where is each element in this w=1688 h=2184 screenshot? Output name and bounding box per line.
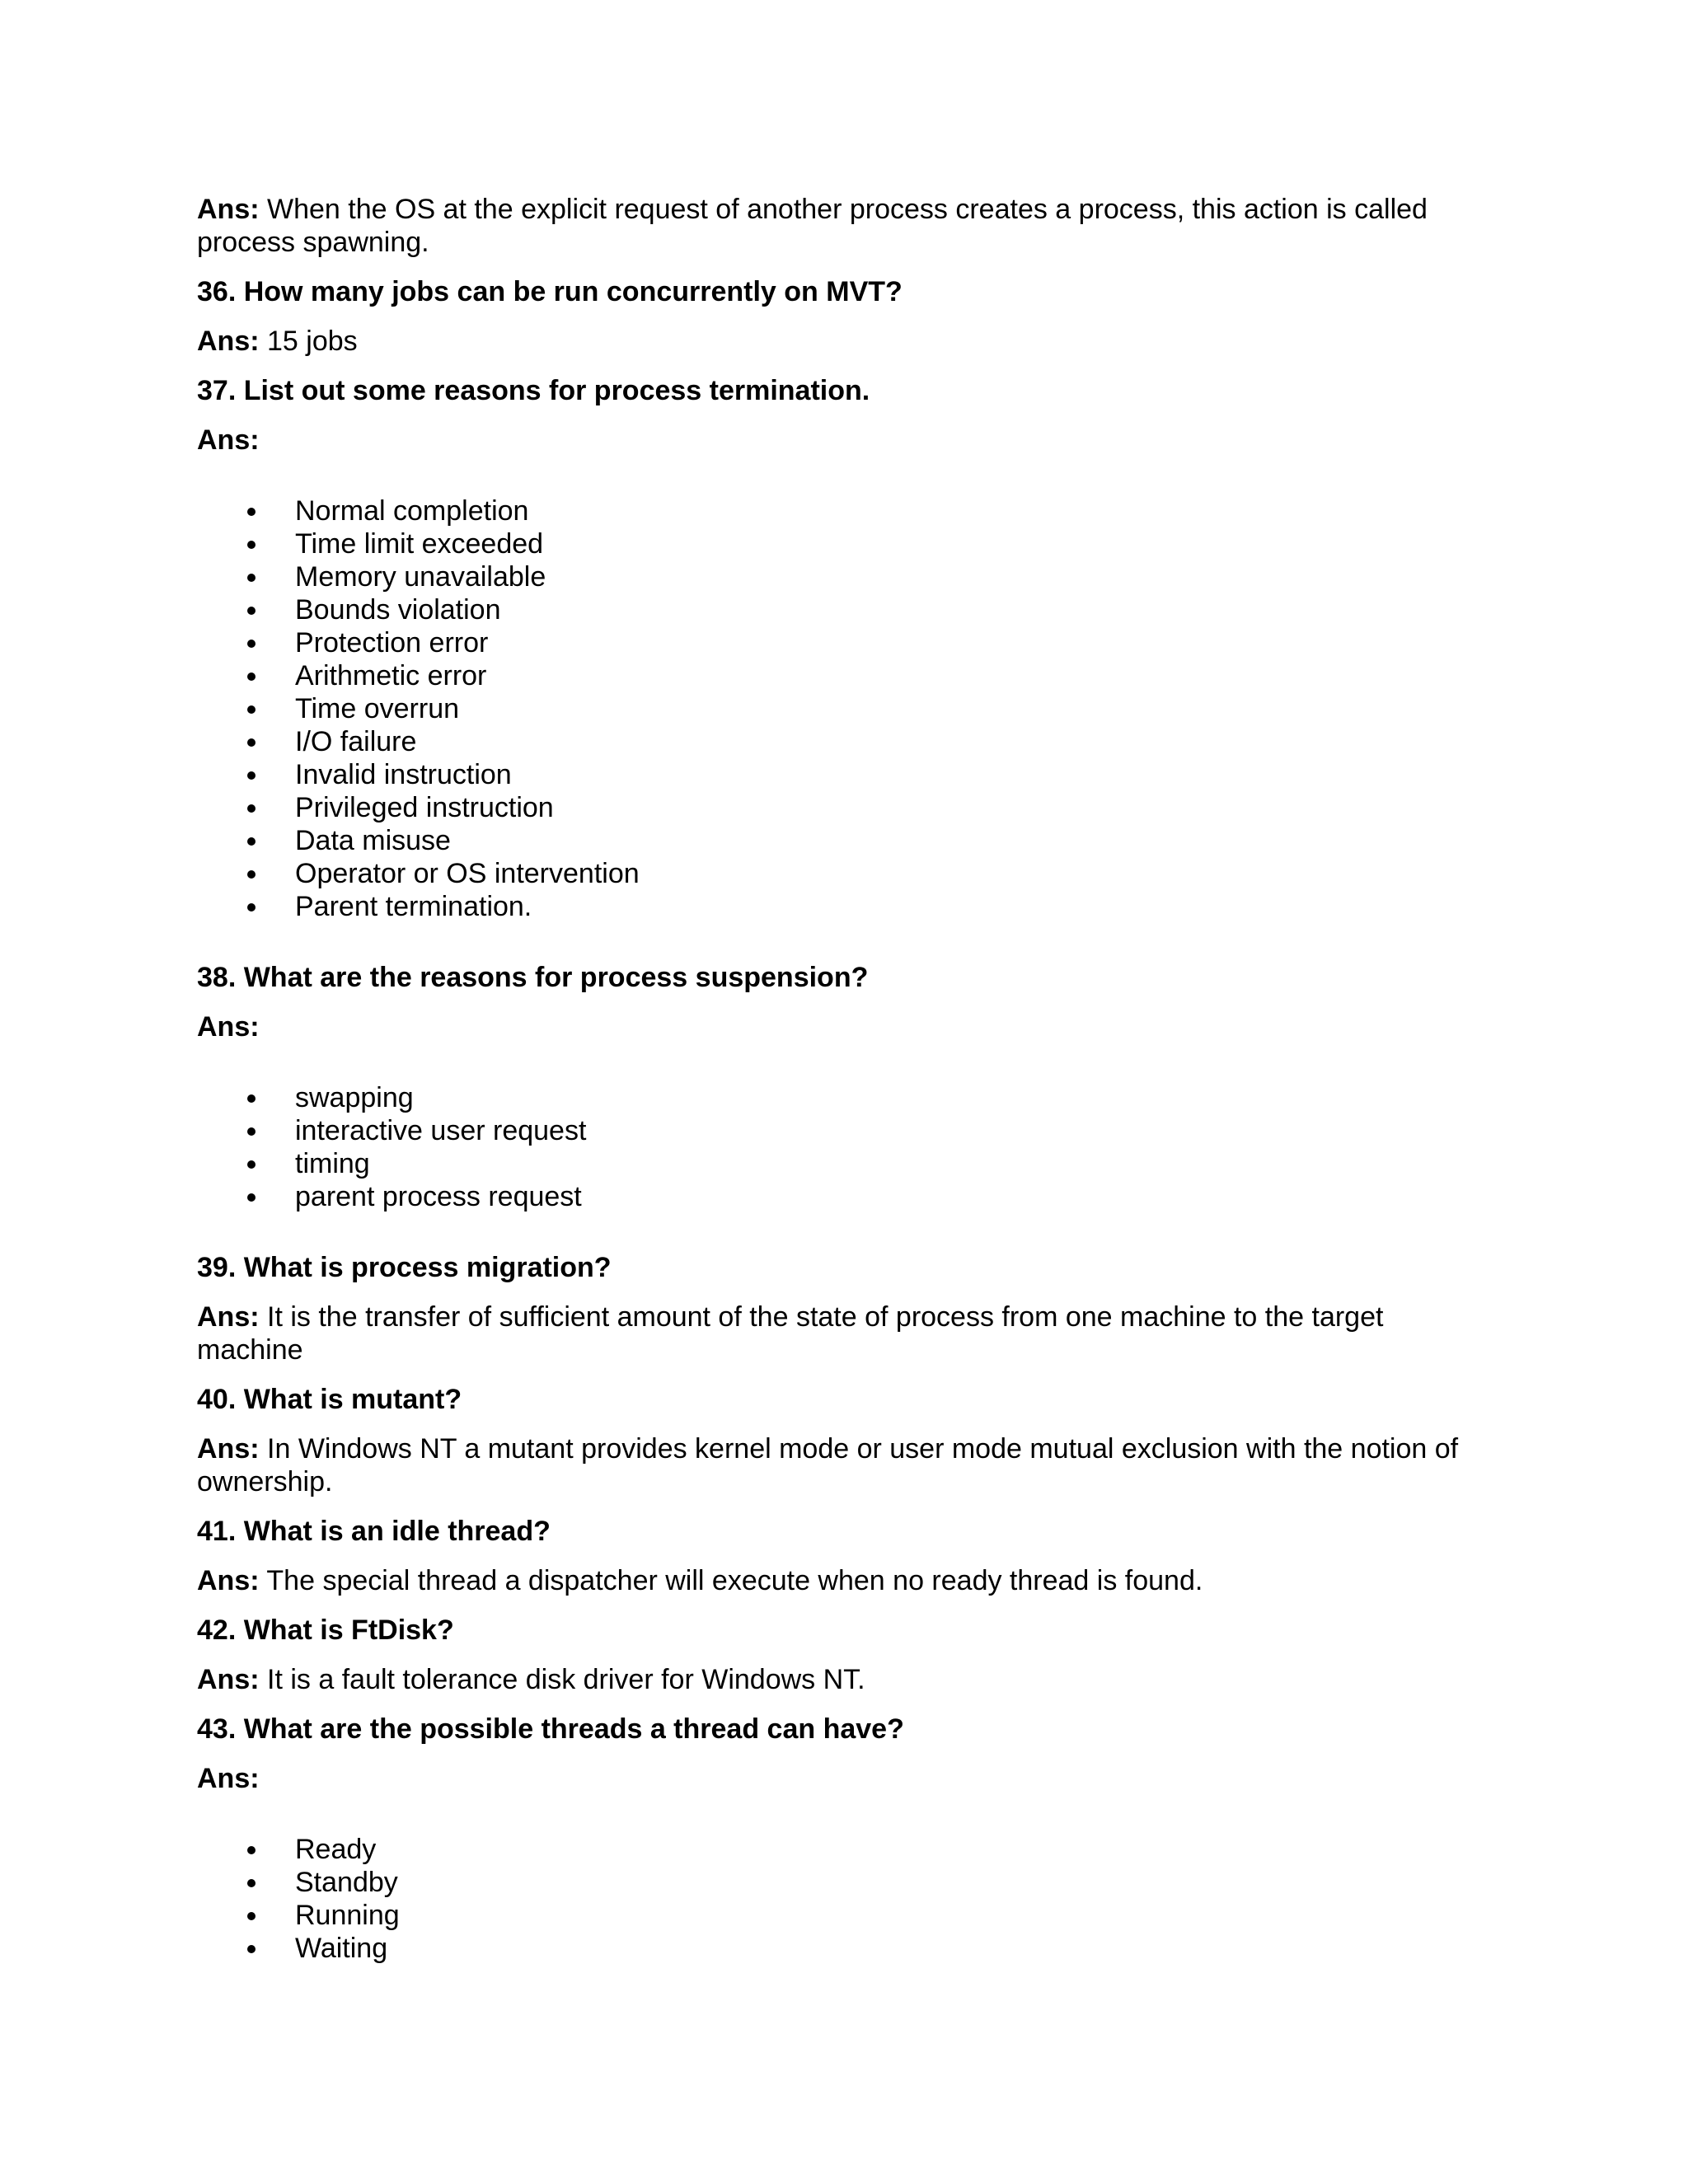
answer-label: Ans: [197,1664,260,1695]
answer-36 [197,325,1483,358]
list-item [197,1114,1483,1147]
list-item [197,1180,1483,1213]
list-item [197,527,1483,560]
answer-label: Ans: [197,1763,260,1794]
bullet-icon [247,607,256,615]
answer-label: Ans: [197,1301,260,1333]
answer-35 [197,193,1483,259]
list-item-text: Bounds violation [295,594,501,626]
list-item [197,1147,1483,1180]
bullet-icon [247,705,256,714]
list-item [197,494,1483,527]
answer-40 [197,1432,1483,1498]
list-item-text: parent process request [295,1181,582,1212]
list-item [197,824,1483,857]
list-item-text: Ready [295,1834,377,1865]
answer-text: In Windows NT a mutant provides kernel mode or user mode mutual exclusion with the notion of ownership. [197,1433,1459,1497]
answer-text: When the OS at the explicit request of another process creates a process, this action is called process spawning. [197,194,1428,258]
bullet-icon [247,1127,256,1136]
bullet-icon [247,1094,256,1103]
bullet-icon [247,837,256,846]
list-item [197,791,1483,824]
list-item [197,1866,1483,1899]
list-item-text: Memory unavailable [295,561,546,593]
question-39: 39. What is process migration? [197,1252,612,1283]
thread-states-list [197,1833,1483,1965]
bullet-icon [247,508,256,516]
list-item-text: Invalid instruction [295,759,512,790]
list-item-text: interactive user request [295,1115,587,1146]
question-42: 42. What is FtDisk? [197,1615,454,1646]
list-item [197,1932,1483,1965]
bullet-icon [247,903,256,912]
answer-41 [197,1564,1483,1597]
list-item-text: Waiting [295,1933,388,1964]
list-item-text: swapping [295,1082,414,1113]
answer-text: 15 jobs [267,326,358,357]
answer-label: Ans: [197,326,260,357]
list-item [197,890,1483,923]
bullet-icon [247,870,256,879]
list-item-text: I/O failure [295,726,417,757]
list-item-text: Time limit exceeded [295,528,544,560]
bullet-icon [247,804,256,813]
answer-38 [197,1010,1483,1043]
question-43: 43. What are the possible threads a thread can have? [197,1713,904,1745]
list-item [197,758,1483,791]
list-item-text: Operator or OS intervention [295,858,640,889]
list-item-text: timing [295,1148,370,1179]
termination-reasons-list [197,494,1483,923]
list-item-text: Protection error [295,627,489,658]
list-item [197,1899,1483,1932]
bullet-icon [247,1912,256,1920]
bullet-icon [247,673,256,681]
bullet-icon [247,771,256,780]
list-item [197,725,1483,758]
list-item-text: Parent termination. [295,891,532,922]
bullet-icon [247,738,256,747]
list-item [197,560,1483,593]
bullet-icon [247,1945,256,1953]
list-item [197,659,1483,692]
question-40: 40. What is mutant? [197,1384,462,1415]
list-item [197,626,1483,659]
answer-label: Ans: [197,1565,260,1596]
answer-text: The special thread a dispatcher will execute when no ready thread is found. [266,1565,1203,1596]
list-item [197,1833,1483,1866]
question-36: 36. How many jobs can be run concurrently on MVT? [197,276,903,307]
answer-39 [197,1301,1483,1366]
question-38: 38. What are the reasons for process suspension? [197,962,869,993]
list-item [197,1081,1483,1114]
bullet-icon [247,1846,256,1854]
document-content [197,193,1483,1965]
list-item-text: Data misuse [295,825,451,856]
list-item-text: Normal completion [295,495,529,527]
bullet-icon [247,640,256,648]
list-item [197,593,1483,626]
answer-label: Ans: [197,194,260,225]
list-item-text: Running [295,1900,400,1931]
answer-42 [197,1663,1483,1696]
bullet-icon [247,1879,256,1887]
bullet-icon [247,574,256,582]
answer-label: Ans: [197,1433,260,1465]
answer-37 [197,424,1483,457]
answer-text: It is the transfer of sufficient amount of the state of process from one machine to the target machine [197,1301,1384,1366]
answer-label: Ans: [197,424,260,456]
question-41: 41. What is an idle thread? [197,1516,551,1547]
answer-text: It is a fault tolerance disk driver for Windows NT. [267,1664,865,1695]
bullet-icon [247,1193,256,1202]
suspension-reasons-list [197,1081,1483,1213]
list-item [197,692,1483,725]
question-37: 37. List out some reasons for process termination. [197,375,870,406]
list-item-text: Standby [295,1867,398,1898]
list-item-text: Arithmetic error [295,660,487,691]
answer-label: Ans: [197,1011,260,1043]
bullet-icon [247,1160,256,1169]
list-item-text: Time overrun [295,693,460,724]
answer-43 [197,1762,1483,1795]
list-item-text: Privileged instruction [295,792,554,823]
bullet-icon [247,541,256,549]
list-item [197,857,1483,890]
